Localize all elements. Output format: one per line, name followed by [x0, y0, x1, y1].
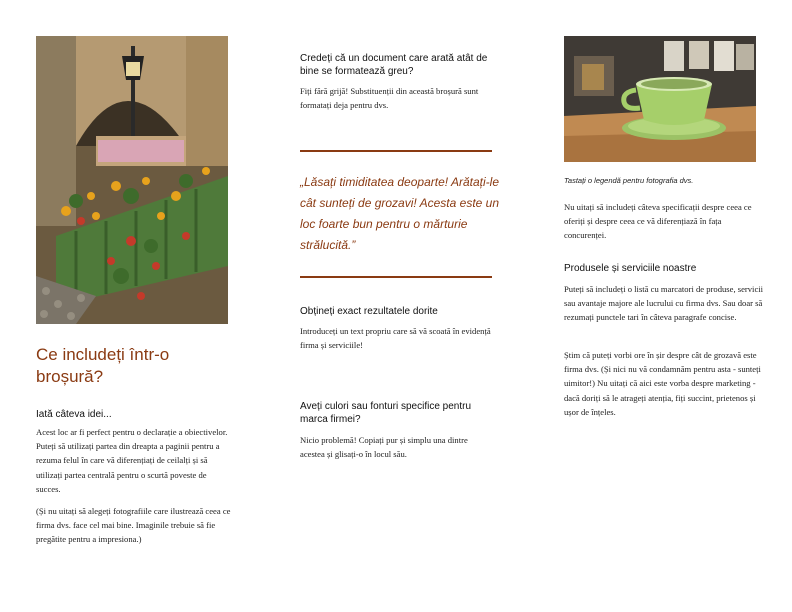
middle-heading-1: Credeți că un document care arată atât de bine se formatează greu? — [300, 53, 488, 77]
middle-body-3: Nicio problemă! Copiați pur și simplu una dintre acestea și glisați-o în locul său. — [300, 435, 468, 460]
right-body-2: Puteți să includeți o listă cu marcatori de produse, servicii sau avantaje majore ale lucrului cu firma dvs. Sau doar să rezumați punctele tari în câteva paragrafe concise. — [564, 284, 764, 323]
right-body-3: Știm că puteți vorbi ore în șir despre cât de grozavă este firma dvs. (Și nici nu vă condamnăm pentru asta - sunteți uimitor!) Nu uitați că aici este vorba despre marketing - dacă doriți să le atrageți atenția, fiți succint, prietenos și ușor de înțeles. — [564, 350, 761, 417]
left-panel-paragraph-1: Acest loc ar fi perfect pentru o declarație a obiectivelor. Puteți să utilizați partea din dreapta a paginii pentru a rezuma felul în care vă diferențiați de ceilalți și să utilizați partea centrală pentru o scurtă poveste de succes. — [36, 427, 228, 494]
green-cup-photo — [564, 36, 756, 162]
left-panel-heading: Ce includeți într-o broșură? — [36, 345, 170, 386]
right-body-1: Nu uitați să includeți câteva specificații despre ceea ce oferiți și despre ceea ce vă diferențiază în fața concurenței. — [564, 202, 752, 241]
left-panel-paragraph-2: (Și nu uitați să alegeți fotografiile care ilustrează ceea ce firma dvs. face cel mai bine. Imaginile trebuie să fie pregătite pentru a impresiona.) — [36, 506, 231, 545]
middle-heading-3: Aveți culori sau fonturi specifice pentru marca firmei? — [300, 401, 472, 425]
quote-top-divider — [300, 150, 492, 152]
right-heading: Produsele și serviciile noastre — [564, 263, 697, 274]
testimonial-quote: „Lăsați timiditatea deoparte! Arătați-le cât sunteți de grozavi! Acesta este un loc foarte bun pentru o mărturie strălucită.” — [300, 175, 500, 252]
quote-bottom-divider — [300, 276, 492, 278]
left-panel-subheading: Iată câteva idei... — [36, 409, 112, 420]
middle-body-1: Fiți fără grijă! Substituenții din această broșură sunt formatați deja pentru dvs. — [300, 86, 479, 111]
cafe-photo-graphic — [36, 36, 228, 324]
middle-heading-2: Obțineți exact rezultatele dorite — [300, 306, 438, 317]
middle-body-2: Introduceți un text propriu care să vă scoată în evidență firma și serviciile! — [300, 326, 491, 351]
cup-photo-graphic — [564, 36, 756, 162]
photo-caption: Tastați o legendă pentru fotografia dvs. — [564, 176, 694, 185]
cafe-terrace-photo — [36, 36, 228, 324]
